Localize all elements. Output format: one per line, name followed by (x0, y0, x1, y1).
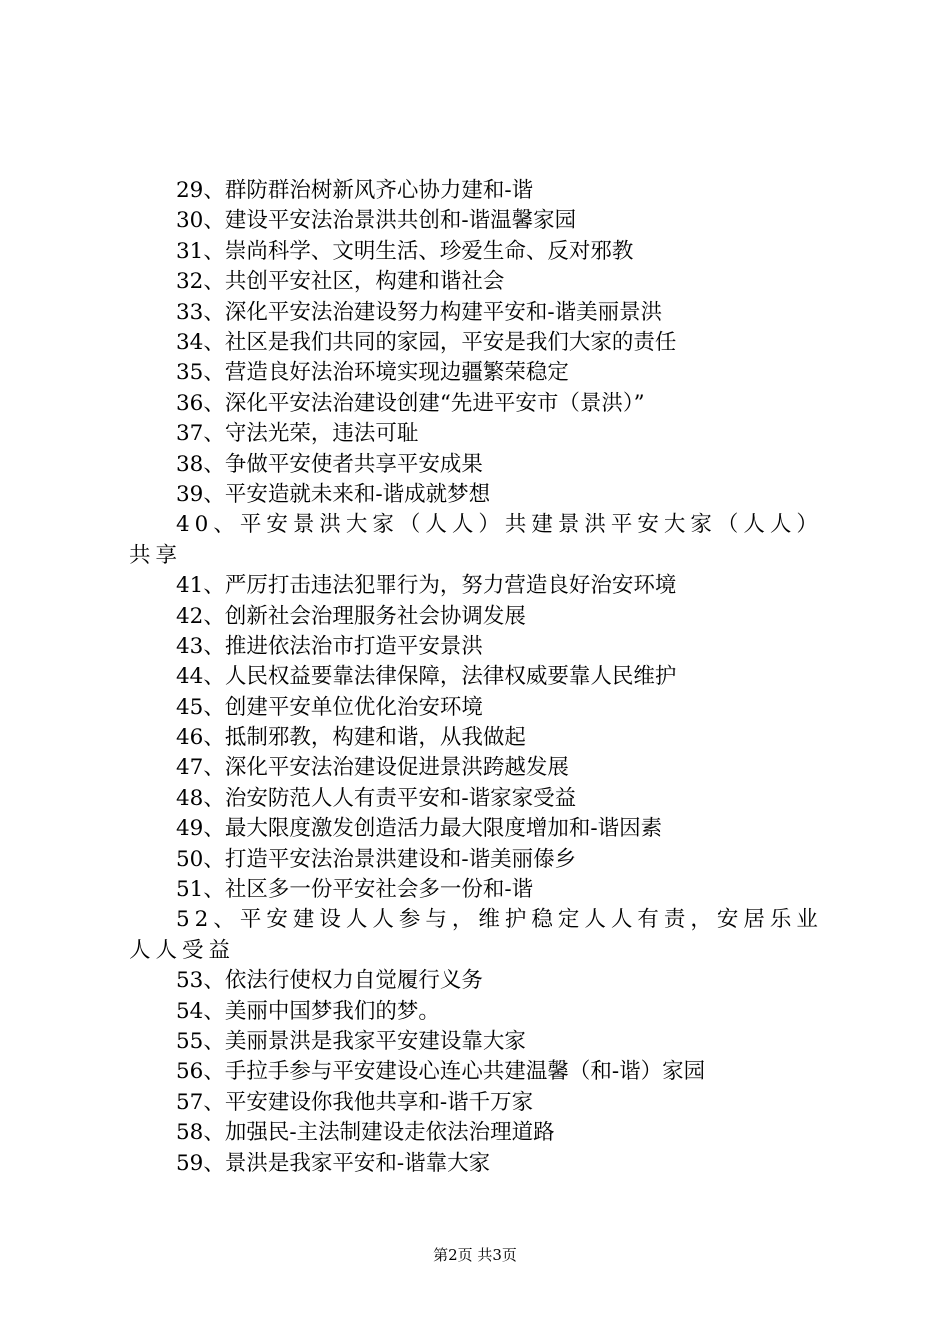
list-item: 37、守法光荣，违法可耻 (176, 421, 419, 447)
list-item: 43、推进依法治市打造平安景洪 (176, 633, 483, 659)
list-item: 50、打造平安法治景洪建设和-谐美丽傣乡 (176, 846, 577, 872)
list-item: 38、争做平安使者共享平安成果 (176, 451, 483, 477)
list-item: 36、深化平安法治建设创建“先进平安市（景洪）” (176, 390, 645, 416)
list-item: 32、共创平安社区，构建和谐社会 (176, 269, 505, 295)
list-item: 52、平安建设人人参与，维护稳定人人有责，安居乐业人人受益 (129, 907, 823, 963)
list-item: 53、依法行使权力自觉履行义务 (176, 968, 483, 994)
list-item: 55、美丽景洪是我家平安建设靠大家 (176, 1029, 526, 1054)
list-item: 46、抵制邪教，构建和谐，从我做起 (176, 725, 526, 751)
list-item: 54、美丽中国梦我们的梦。 (176, 998, 440, 1024)
page-number-footer: 第2页 共3页 (433, 1246, 517, 1264)
list-item: 40、平安景洪大家（人人）共建景洪平安大家（人人）共享 (129, 512, 823, 568)
list-item: 57、平安建设你我他共享和-谐千万家 (176, 1089, 534, 1115)
list-item: 39、平安造就未来和-谐成就梦想 (176, 481, 491, 507)
list-item: 41、严厉打击违法犯罪行为，努力营造良好治安环境 (176, 573, 677, 599)
list-item: 51、社区多一份平安社会多一份和-谐 (176, 877, 534, 903)
list-item: 44、人民权益要靠法律保障，法律权威要靠人民维护 (176, 664, 677, 690)
list-item: 59、景洪是我家平安和-谐靠大家 (176, 1150, 491, 1176)
list-item: 56、手拉手参与平安建设心连心共建温馨（和-谐）家园 (176, 1059, 706, 1085)
list-item: 49、最大限度激发创造活力最大限度增加和-谐因素 (176, 816, 663, 842)
list-item: 30、建设平安法治景洪共创和-谐温馨家园 (176, 208, 577, 234)
list-item: 31、崇尚科学、文明生活、珍爱生命、反对邪教 (176, 238, 634, 264)
list-item: 47、深化平安法治建设促进景洪跨越发展 (176, 755, 569, 781)
list-item: 48、治安防范人人有责平安和-谐家家受益 (176, 785, 577, 811)
list-item: 58、加强民-主法制建设走依法治理道路 (176, 1120, 555, 1146)
list-item: 34、社区是我们共同的家园，平安是我们大家的责任 (176, 329, 677, 355)
list-item: 45、创建平安单位优化治安环境 (176, 694, 483, 720)
list-item: 33、深化平安法治建设努力构建平安和-谐美丽景洪 (176, 299, 663, 325)
slogan-list (129, 176, 829, 1179)
list-item: 35、营造良好法治环境实现边疆繁荣稳定 (176, 360, 569, 386)
list-item: 42、创新社会治理服务社会协调发展 (176, 603, 526, 629)
list-item: 29、群防群治树新风齐心协力建和-谐 (176, 178, 534, 203)
